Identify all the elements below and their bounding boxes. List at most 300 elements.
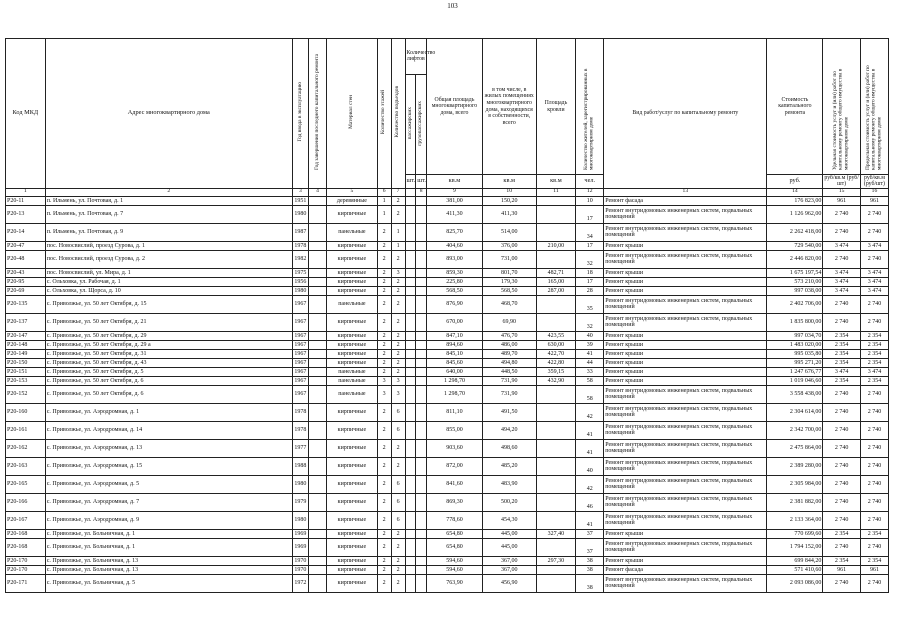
cell-max-cost: 3 474 <box>860 268 888 277</box>
table-row <box>6 313 889 331</box>
cell-roof-area <box>536 295 576 313</box>
cell-cargo-lifts <box>416 376 427 385</box>
cell-cost: 729 540,00 <box>767 241 823 250</box>
unit-pass: шт. <box>405 175 416 189</box>
cell-year-commission: 1970 <box>292 565 308 574</box>
cell-address: с. Приволжье, ул. 50 лет Октября, д. 6 <box>45 376 292 385</box>
cell-residents: 40 <box>576 457 604 475</box>
cell-max-cost: 2 740 <box>860 439 888 457</box>
table-header <box>6 39 889 197</box>
cell-work-type: Ремонт внутридомовых инженерных систем, подвальных помещений <box>604 493 767 511</box>
cell-cargo-lifts <box>416 403 427 421</box>
cell-address: с. Приволжье, ул. Аэродромная, д. 14 <box>45 421 292 439</box>
cell-year-commission: 1980 <box>292 475 308 493</box>
cell-passenger-lifts <box>405 475 416 493</box>
table-row <box>6 538 889 556</box>
table-row <box>6 403 889 421</box>
cell-roof-area: 287,00 <box>536 286 576 295</box>
cell-wall-material: панельные <box>327 367 377 376</box>
cell-floors: 2 <box>377 403 391 421</box>
cell-floors: 2 <box>377 349 391 358</box>
cell-work-type: Ремонт крыши <box>604 286 767 295</box>
cell-residents: 28 <box>576 286 604 295</box>
col-header-elevators: Количество лифтов <box>405 39 426 75</box>
cell-residential-area: 731,00 <box>482 250 536 268</box>
cell-address: с. Приволжье, ул. Больничная, д. 1 <box>45 538 292 556</box>
cell-work-type: Ремонт внутридомовых инженерных систем, подвальных помещений <box>604 574 767 592</box>
cell-cost: 1 794 152,00 <box>767 538 823 556</box>
cell-address: с. Приволжье, ул. Аэродромная, д. 9 <box>45 511 292 529</box>
cell-kod: Р20-11 <box>6 196 46 205</box>
cell-address: с. Ольховка, ул. Рабочая, д. 1 <box>45 277 292 286</box>
cell-year-overhaul <box>308 349 326 358</box>
cell-wall-material: кирпичные <box>327 439 377 457</box>
cell-passenger-lifts <box>405 376 416 385</box>
cell-cargo-lifts <box>416 511 427 529</box>
cell-total-area: 225,80 <box>427 277 483 286</box>
cell-year-overhaul <box>308 196 326 205</box>
cell-kod: Р20-168 <box>6 538 46 556</box>
cell-address: п. Ильмень, ул. Почтовая, д. 7 <box>45 205 292 223</box>
cell-kod: Р20-13 <box>6 205 46 223</box>
table-row <box>6 340 889 349</box>
cell-kod: Р20-47 <box>6 241 46 250</box>
column-number: 16 <box>860 188 888 196</box>
cell-max-cost: 2 354 <box>860 331 888 340</box>
cell-passenger-lifts <box>405 340 416 349</box>
cell-total-area: 654,80 <box>427 529 483 538</box>
cell-wall-material: кирпичные <box>327 349 377 358</box>
unit-roof-area: кв.м <box>536 175 576 189</box>
table-row <box>6 250 889 268</box>
cell-entrances: 3 <box>391 376 405 385</box>
cell-total-area: 869,30 <box>427 493 483 511</box>
cell-unit-cost: 2 740 <box>823 538 861 556</box>
cell-year-commission: 1951 <box>292 196 308 205</box>
cell-entrances: 3 <box>391 268 405 277</box>
cell-roof-area <box>536 457 576 475</box>
cell-wall-material: кирпичные <box>327 241 377 250</box>
col-header-wall-material: Материал стен <box>327 39 377 189</box>
cell-max-cost: 961 <box>860 196 888 205</box>
cell-max-cost: 2 740 <box>860 493 888 511</box>
unit-residents: чел. <box>576 175 604 189</box>
cell-total-area: 847,10 <box>427 331 483 340</box>
table-row <box>6 241 889 250</box>
cell-total-area: 825,70 <box>427 223 483 241</box>
cell-max-cost: 3 474 <box>860 286 888 295</box>
cell-work-type: Ремонт внутридомовых инженерных систем, подвальных помещений <box>604 295 767 313</box>
cell-max-cost: 2 740 <box>860 205 888 223</box>
cell-unit-cost: 2 740 <box>823 205 861 223</box>
unit-unit-cost: руб/кв.м (руб/шт) <box>824 175 859 188</box>
cell-residential-area: 445,00 <box>482 529 536 538</box>
column-number: 9 <box>427 188 483 196</box>
cell-residents: 41 <box>576 511 604 529</box>
cell-floors: 2 <box>377 358 391 367</box>
cell-unit-cost: 2 740 <box>823 313 861 331</box>
cell-max-cost: 2 740 <box>860 223 888 241</box>
cell-year-overhaul <box>308 457 326 475</box>
cell-cargo-lifts <box>416 439 427 457</box>
cell-total-area: 876,90 <box>427 295 483 313</box>
cell-cost: 995 035,80 <box>767 349 823 358</box>
unit-total-area: кв.м <box>427 175 483 189</box>
cell-wall-material: деревянные <box>327 196 377 205</box>
cell-residents: 32 <box>576 250 604 268</box>
cell-cargo-lifts <box>416 223 427 241</box>
cell-floors: 2 <box>377 277 391 286</box>
cell-address: с. Приволжье, ул. Аэродромная, д. 15 <box>45 457 292 475</box>
cell-entrances: 2 <box>391 358 405 367</box>
cell-passenger-lifts <box>405 574 416 592</box>
cell-floors: 2 <box>377 457 391 475</box>
cell-address: с. Приволжье, ул. Аэродромная, д. 5 <box>45 475 292 493</box>
cell-cost: 995 271,20 <box>767 358 823 367</box>
cell-roof-area <box>536 538 576 556</box>
cell-wall-material: кирпичные <box>327 538 377 556</box>
cell-passenger-lifts <box>405 241 416 250</box>
cell-residential-area: 376,00 <box>482 241 536 250</box>
cell-cost: 1 019 046,60 <box>767 376 823 385</box>
cell-floors: 2 <box>377 295 391 313</box>
cell-work-type: Ремонт фасада <box>604 565 767 574</box>
cell-max-cost: 2 354 <box>860 376 888 385</box>
cell-residents: 41 <box>576 421 604 439</box>
cell-kod: Р20-43 <box>6 268 46 277</box>
cell-floors: 1 <box>377 205 391 223</box>
cell-residents: 38 <box>576 574 604 592</box>
cell-address: с. Приволжье, ул. 50 лет Октября, д. 29 а <box>45 340 292 349</box>
table-row <box>6 565 889 574</box>
cell-cargo-lifts <box>416 205 427 223</box>
cell-unit-cost: 2 740 <box>823 421 861 439</box>
cell-total-area: 640,00 <box>427 367 483 376</box>
cell-total-area: 894,60 <box>427 340 483 349</box>
page-number: 103 <box>447 2 458 10</box>
table-row <box>6 223 889 241</box>
cell-year-commission: 1978 <box>292 403 308 421</box>
cell-floors: 2 <box>377 313 391 331</box>
cell-work-type: Ремонт крыши <box>604 529 767 538</box>
cell-wall-material: кирпичные <box>327 268 377 277</box>
cell-total-area: 859,30 <box>427 268 483 277</box>
col-header-passenger: пассажирских <box>405 74 416 174</box>
cell-roof-area: 482,71 <box>536 268 576 277</box>
cell-residential-area: 411,30 <box>482 205 536 223</box>
cell-year-commission: 1980 <box>292 286 308 295</box>
cell-year-commission: 1987 <box>292 223 308 241</box>
cell-cost: 1 247 676,77 <box>767 367 823 376</box>
cell-year-commission: 1956 <box>292 277 308 286</box>
column-number: 1 <box>6 188 46 196</box>
cell-residents: 58 <box>576 376 604 385</box>
cell-passenger-lifts <box>405 457 416 475</box>
cell-floors: 2 <box>377 340 391 349</box>
cell-year-overhaul <box>308 439 326 457</box>
cell-roof-area <box>536 250 576 268</box>
cell-year-commission: 1969 <box>292 538 308 556</box>
cell-residents: 33 <box>576 367 604 376</box>
cell-work-type: Ремонт внутридомовых инженерных систем, подвальных помещений <box>604 457 767 475</box>
cell-total-area: 568,50 <box>427 286 483 295</box>
cell-total-area: 893,00 <box>427 250 483 268</box>
cell-year-commission: 1980 <box>292 205 308 223</box>
cell-wall-material: кирпичные <box>327 421 377 439</box>
table-row <box>6 529 889 538</box>
col-header-max-cost: Предельная стоимость услуг и (или) работ по капитальному ремонту общего имущества в многоквартирном доме <box>860 39 888 175</box>
cell-residents: 46 <box>576 493 604 511</box>
cell-entrances: 6 <box>391 493 405 511</box>
cell-cargo-lifts <box>416 538 427 556</box>
cell-residential-area: 367,00 <box>482 565 536 574</box>
cell-passenger-lifts <box>405 529 416 538</box>
cell-year-commission: 1967 <box>292 358 308 367</box>
cell-unit-cost: 2 354 <box>823 556 861 565</box>
table-row <box>6 358 889 367</box>
cell-floors: 2 <box>377 529 391 538</box>
cell-wall-material: кирпичные <box>327 529 377 538</box>
cell-address: с. Приволжье, ул. Аэродромная, д. 7 <box>45 493 292 511</box>
column-number: 2 <box>45 188 292 196</box>
cell-total-area: 841,60 <box>427 475 483 493</box>
cell-roof-area <box>536 574 576 592</box>
cell-work-type: Ремонт внутридомовых инженерных систем, подвальных помещений <box>604 403 767 421</box>
cell-year-commission: 1967 <box>292 295 308 313</box>
col-header-floors: Количество этажей <box>377 39 391 189</box>
table-row <box>6 205 889 223</box>
cell-year-commission: 1979 <box>292 493 308 511</box>
cell-entrances: 2 <box>391 295 405 313</box>
cell-unit-cost: 3 474 <box>823 268 861 277</box>
cell-passenger-lifts <box>405 556 416 565</box>
cell-total-area: 763,90 <box>427 574 483 592</box>
cell-floors: 2 <box>377 439 391 457</box>
cell-passenger-lifts <box>405 286 416 295</box>
cell-work-type: Ремонт крыши <box>604 268 767 277</box>
cell-kod: Р20-148 <box>6 340 46 349</box>
cell-roof-area: 210,00 <box>536 241 576 250</box>
cell-floors: 2 <box>377 250 391 268</box>
cell-residential-area: 485,20 <box>482 457 536 475</box>
cell-max-cost: 3 474 <box>860 367 888 376</box>
cell-year-overhaul <box>308 511 326 529</box>
cell-floors: 3 <box>377 376 391 385</box>
col-header-kod: Код МКД <box>6 39 46 189</box>
cell-residential-area: 801,70 <box>482 268 536 277</box>
cell-residential-area: 367,00 <box>482 556 536 565</box>
cell-passenger-lifts <box>405 403 416 421</box>
cell-roof-area <box>536 493 576 511</box>
col-header-unit-cost: Удельная стоимость услуг и (или) работ по капитальному ремонту общего имущества в многоквартирном доме <box>823 39 861 175</box>
cell-unit-cost: 3 474 <box>823 367 861 376</box>
cell-passenger-lifts <box>405 565 416 574</box>
cell-cargo-lifts <box>416 493 427 511</box>
cell-year-overhaul <box>308 205 326 223</box>
cell-unit-cost: 3 474 <box>823 286 861 295</box>
cell-roof-area <box>536 403 576 421</box>
cell-total-area: 1 298,70 <box>427 385 483 403</box>
cell-year-overhaul <box>308 331 326 340</box>
cell-max-cost: 2 740 <box>860 295 888 313</box>
cell-entrances: 2 <box>391 331 405 340</box>
cell-address: с. Приволжье, ул. 50 лет Октября, д. 15 <box>45 295 292 313</box>
cell-residents: 18 <box>576 268 604 277</box>
table-body <box>6 196 889 592</box>
cell-floors: 2 <box>377 493 391 511</box>
cell-residents: 38 <box>576 556 604 565</box>
cell-max-cost: 2 740 <box>860 574 888 592</box>
cell-entrances: 2 <box>391 286 405 295</box>
cell-entrances: 2 <box>391 250 405 268</box>
cell-wall-material: кирпичные <box>327 565 377 574</box>
cell-year-commission: 1967 <box>292 313 308 331</box>
cell-floors: 2 <box>377 241 391 250</box>
cell-unit-cost: 2 740 <box>823 493 861 511</box>
cell-unit-cost: 961 <box>823 565 861 574</box>
cell-year-overhaul <box>308 277 326 286</box>
cell-max-cost: 2 740 <box>860 250 888 268</box>
cell-address: с. Приволжье, ул. Больничная, д. 1 <box>45 529 292 538</box>
cell-residential-area: 731,90 <box>482 376 536 385</box>
cell-passenger-lifts <box>405 421 416 439</box>
cell-cost: 2 389 280,00 <box>767 457 823 475</box>
cell-total-area: 381,00 <box>427 196 483 205</box>
cell-work-type: Ремонт внутридомовых инженерных систем, подвальных помещений <box>604 421 767 439</box>
cell-year-overhaul <box>308 574 326 592</box>
cell-residential-area: 468,70 <box>482 295 536 313</box>
cell-residential-area: 498,60 <box>482 439 536 457</box>
cell-cost: 2 262 418,00 <box>767 223 823 241</box>
cell-address: с. Приволжье, ул. Больничная, д. 5 <box>45 574 292 592</box>
cell-cost: 997 038,00 <box>767 286 823 295</box>
cell-roof-area <box>536 205 576 223</box>
cell-cargo-lifts <box>416 385 427 403</box>
cell-total-area: 845,60 <box>427 358 483 367</box>
table-row <box>6 277 889 286</box>
cell-residents: 32 <box>576 313 604 331</box>
cell-address: с. Приволжье, ул. 50 лет Октября, д. 6 <box>45 385 292 403</box>
cell-year-overhaul <box>308 376 326 385</box>
cell-kod: Р20-163 <box>6 457 46 475</box>
cell-work-type: Ремонт внутридомовых инженерных систем, подвальных помещений <box>604 538 767 556</box>
cell-residential-area: 494,20 <box>482 421 536 439</box>
cell-passenger-lifts <box>405 205 416 223</box>
cell-entrances: 2 <box>391 457 405 475</box>
table-row <box>6 286 889 295</box>
cell-entrances: 2 <box>391 340 405 349</box>
cell-year-overhaul <box>308 358 326 367</box>
cell-roof-area <box>536 223 576 241</box>
cell-passenger-lifts <box>405 196 416 205</box>
cell-kod: Р20-160 <box>6 403 46 421</box>
cell-year-overhaul <box>308 385 326 403</box>
cell-cost: 2 305 984,00 <box>767 475 823 493</box>
cell-total-area: 855,00 <box>427 421 483 439</box>
cell-max-cost: 2 740 <box>860 457 888 475</box>
col-header-address: Адрес многоквартирного дома <box>45 39 292 189</box>
cell-work-type: Ремонт внутридомовых инженерных систем, подвальных помещений <box>604 439 767 457</box>
cell-total-area: 411,30 <box>427 205 483 223</box>
cell-floors: 3 <box>377 385 391 403</box>
cell-residential-area: 486,00 <box>482 340 536 349</box>
cell-year-overhaul <box>308 250 326 268</box>
cell-cargo-lifts <box>416 340 427 349</box>
cell-unit-cost: 2 354 <box>823 340 861 349</box>
cell-total-area: 594,60 <box>427 556 483 565</box>
cell-roof-area <box>536 475 576 493</box>
cell-year-overhaul <box>308 493 326 511</box>
table-row <box>6 295 889 313</box>
cell-cargo-lifts <box>416 574 427 592</box>
cell-residential-area: 483,90 <box>482 475 536 493</box>
cell-year-commission: 1978 <box>292 241 308 250</box>
cell-roof-area: 359,15 <box>536 367 576 376</box>
cell-wall-material: панельные <box>327 295 377 313</box>
col-header-total-area: Общая площадь многоквартирного дома, всего <box>427 39 483 175</box>
cell-cargo-lifts <box>416 277 427 286</box>
cell-cost: 2 133 364,00 <box>767 511 823 529</box>
cell-year-commission: 1978 <box>292 421 308 439</box>
cell-kod: Р20-137 <box>6 313 46 331</box>
cell-unit-cost: 2 740 <box>823 439 861 457</box>
cell-residents: 37 <box>576 529 604 538</box>
cell-residential-area: 731,90 <box>482 385 536 403</box>
cell-residents: 17 <box>576 241 604 250</box>
table-row <box>6 556 889 565</box>
cell-floors: 2 <box>377 421 391 439</box>
cell-max-cost: 2 740 <box>860 511 888 529</box>
cell-total-area: 404,60 <box>427 241 483 250</box>
cell-year-overhaul <box>308 529 326 538</box>
unit-max-cost: руб/кв.м (руб/шт) <box>860 175 888 189</box>
cell-cost: 699 844,20 <box>767 556 823 565</box>
cell-roof-area <box>536 565 576 574</box>
cell-wall-material: кирпичные <box>327 286 377 295</box>
cell-work-type: Ремонт внутридомовых инженерных систем, подвальных помещений <box>604 205 767 223</box>
cell-total-area: 654,80 <box>427 538 483 556</box>
cell-kod: Р20-69 <box>6 286 46 295</box>
column-number-row <box>6 188 889 196</box>
cell-roof-area <box>536 439 576 457</box>
cell-residents: 35 <box>576 295 604 313</box>
cell-kod: Р20-153 <box>6 376 46 385</box>
cell-wall-material: панельные <box>327 376 377 385</box>
column-number: 8 <box>416 188 427 196</box>
cell-address: пос. Новосвислий, проезд Сурова, д. 1 <box>45 241 292 250</box>
col-header-entrances: Количество подъездов <box>391 39 405 189</box>
cell-entrances: 6 <box>391 511 405 529</box>
table-row <box>6 349 889 358</box>
table-row <box>6 421 889 439</box>
cell-residents: 58 <box>576 385 604 403</box>
cell-unit-cost: 2 740 <box>823 511 861 529</box>
cell-residents: 17 <box>576 205 604 223</box>
cell-year-overhaul <box>308 223 326 241</box>
column-number: 3 <box>292 188 308 196</box>
cell-passenger-lifts <box>405 313 416 331</box>
cell-floors: 1 <box>377 196 391 205</box>
cell-kod: Р20-170 <box>6 565 46 574</box>
cell-work-type: Ремонт внутридомовых инженерных систем, подвальных помещений <box>604 511 767 529</box>
cell-year-commission: 1972 <box>292 574 308 592</box>
cell-total-area: 872,00 <box>427 457 483 475</box>
cell-kod: Р20-147 <box>6 331 46 340</box>
cell-unit-cost: 3 474 <box>823 241 861 250</box>
cell-entrances: 3 <box>391 385 405 403</box>
cell-cargo-lifts <box>416 286 427 295</box>
cell-year-overhaul <box>308 313 326 331</box>
